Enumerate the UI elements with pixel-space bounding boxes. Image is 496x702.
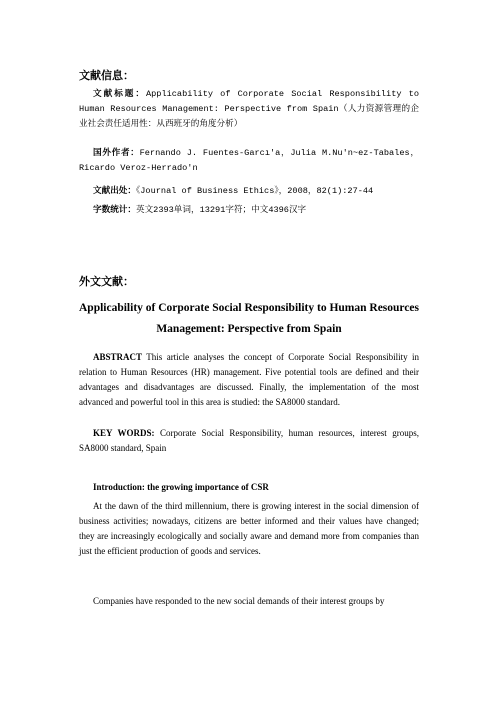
source-entry — [79, 184, 419, 199]
source-value: 《Journal of Business Ethics》，2008，82(1):27-44 — [135, 186, 374, 196]
paper-title: Applicability of Corporate Social Responsibility to Human Resources Management: Perspective from Spain — [79, 302, 420, 335]
paragraph-1: At the dawn of the third millennium, there is growing interest in the social dimension of business activities; nowadays, citizens are better informed and their values have changed; they are increasingly ecologically and socially aware and demand more from companies than just the efficient production of goods and services. — [79, 501, 419, 556]
keywords-text: Corporate Social Responsibility, human resources, interest groups, SA8000 standard, Spain — [79, 428, 419, 453]
info-heading: 文献信息： — [79, 69, 134, 82]
keywords-label: KEY WORDS: — [93, 428, 155, 438]
abstract-label: ABSTRACT — [93, 352, 143, 362]
foreign-heading: 外文文献： — [79, 275, 134, 288]
section-heading: Introduction: the growing importance of CSR — [93, 482, 269, 492]
keywords — [79, 426, 419, 456]
abstract — [79, 350, 419, 410]
source-label: 文献出处： — [93, 186, 136, 196]
title-value: Applicability of Corporate Social Responsibility to Human Resources Management: Perspective from Spain（人力资源管理的企业社会责任适用性：从西班牙的角度分析） — [79, 89, 419, 129]
wordcount-entry — [79, 203, 419, 218]
authors-value: Fernando J. Fuentes-Garcı'a，Julia M.Nu'n~ez-Tabales，Ricardo Veroz-Herrado'n — [79, 148, 419, 173]
wordcount-label: 字数统计： — [93, 205, 136, 215]
authors-entry — [79, 146, 419, 176]
authors-label: 国外作者： — [93, 148, 140, 158]
wordcount-value: 英文2393单词，13291字符；中文4396汉字 — [135, 205, 307, 215]
title-entry — [79, 87, 419, 132]
paragraph-2: Companies have responded to the new social demands of their interest groups by — [93, 596, 385, 606]
abstract-text: This article analyses the concept of Corporate Social Responsibility in relation to Human Resources (HR) management. Five potential tools are defined and their advantages and disadvantages are discussed. Finally, the implementation of the most advanced and powerful tool in this area is studied: the SA8000 standard. — [79, 352, 419, 407]
title-label: 文献标题： — [93, 89, 146, 99]
